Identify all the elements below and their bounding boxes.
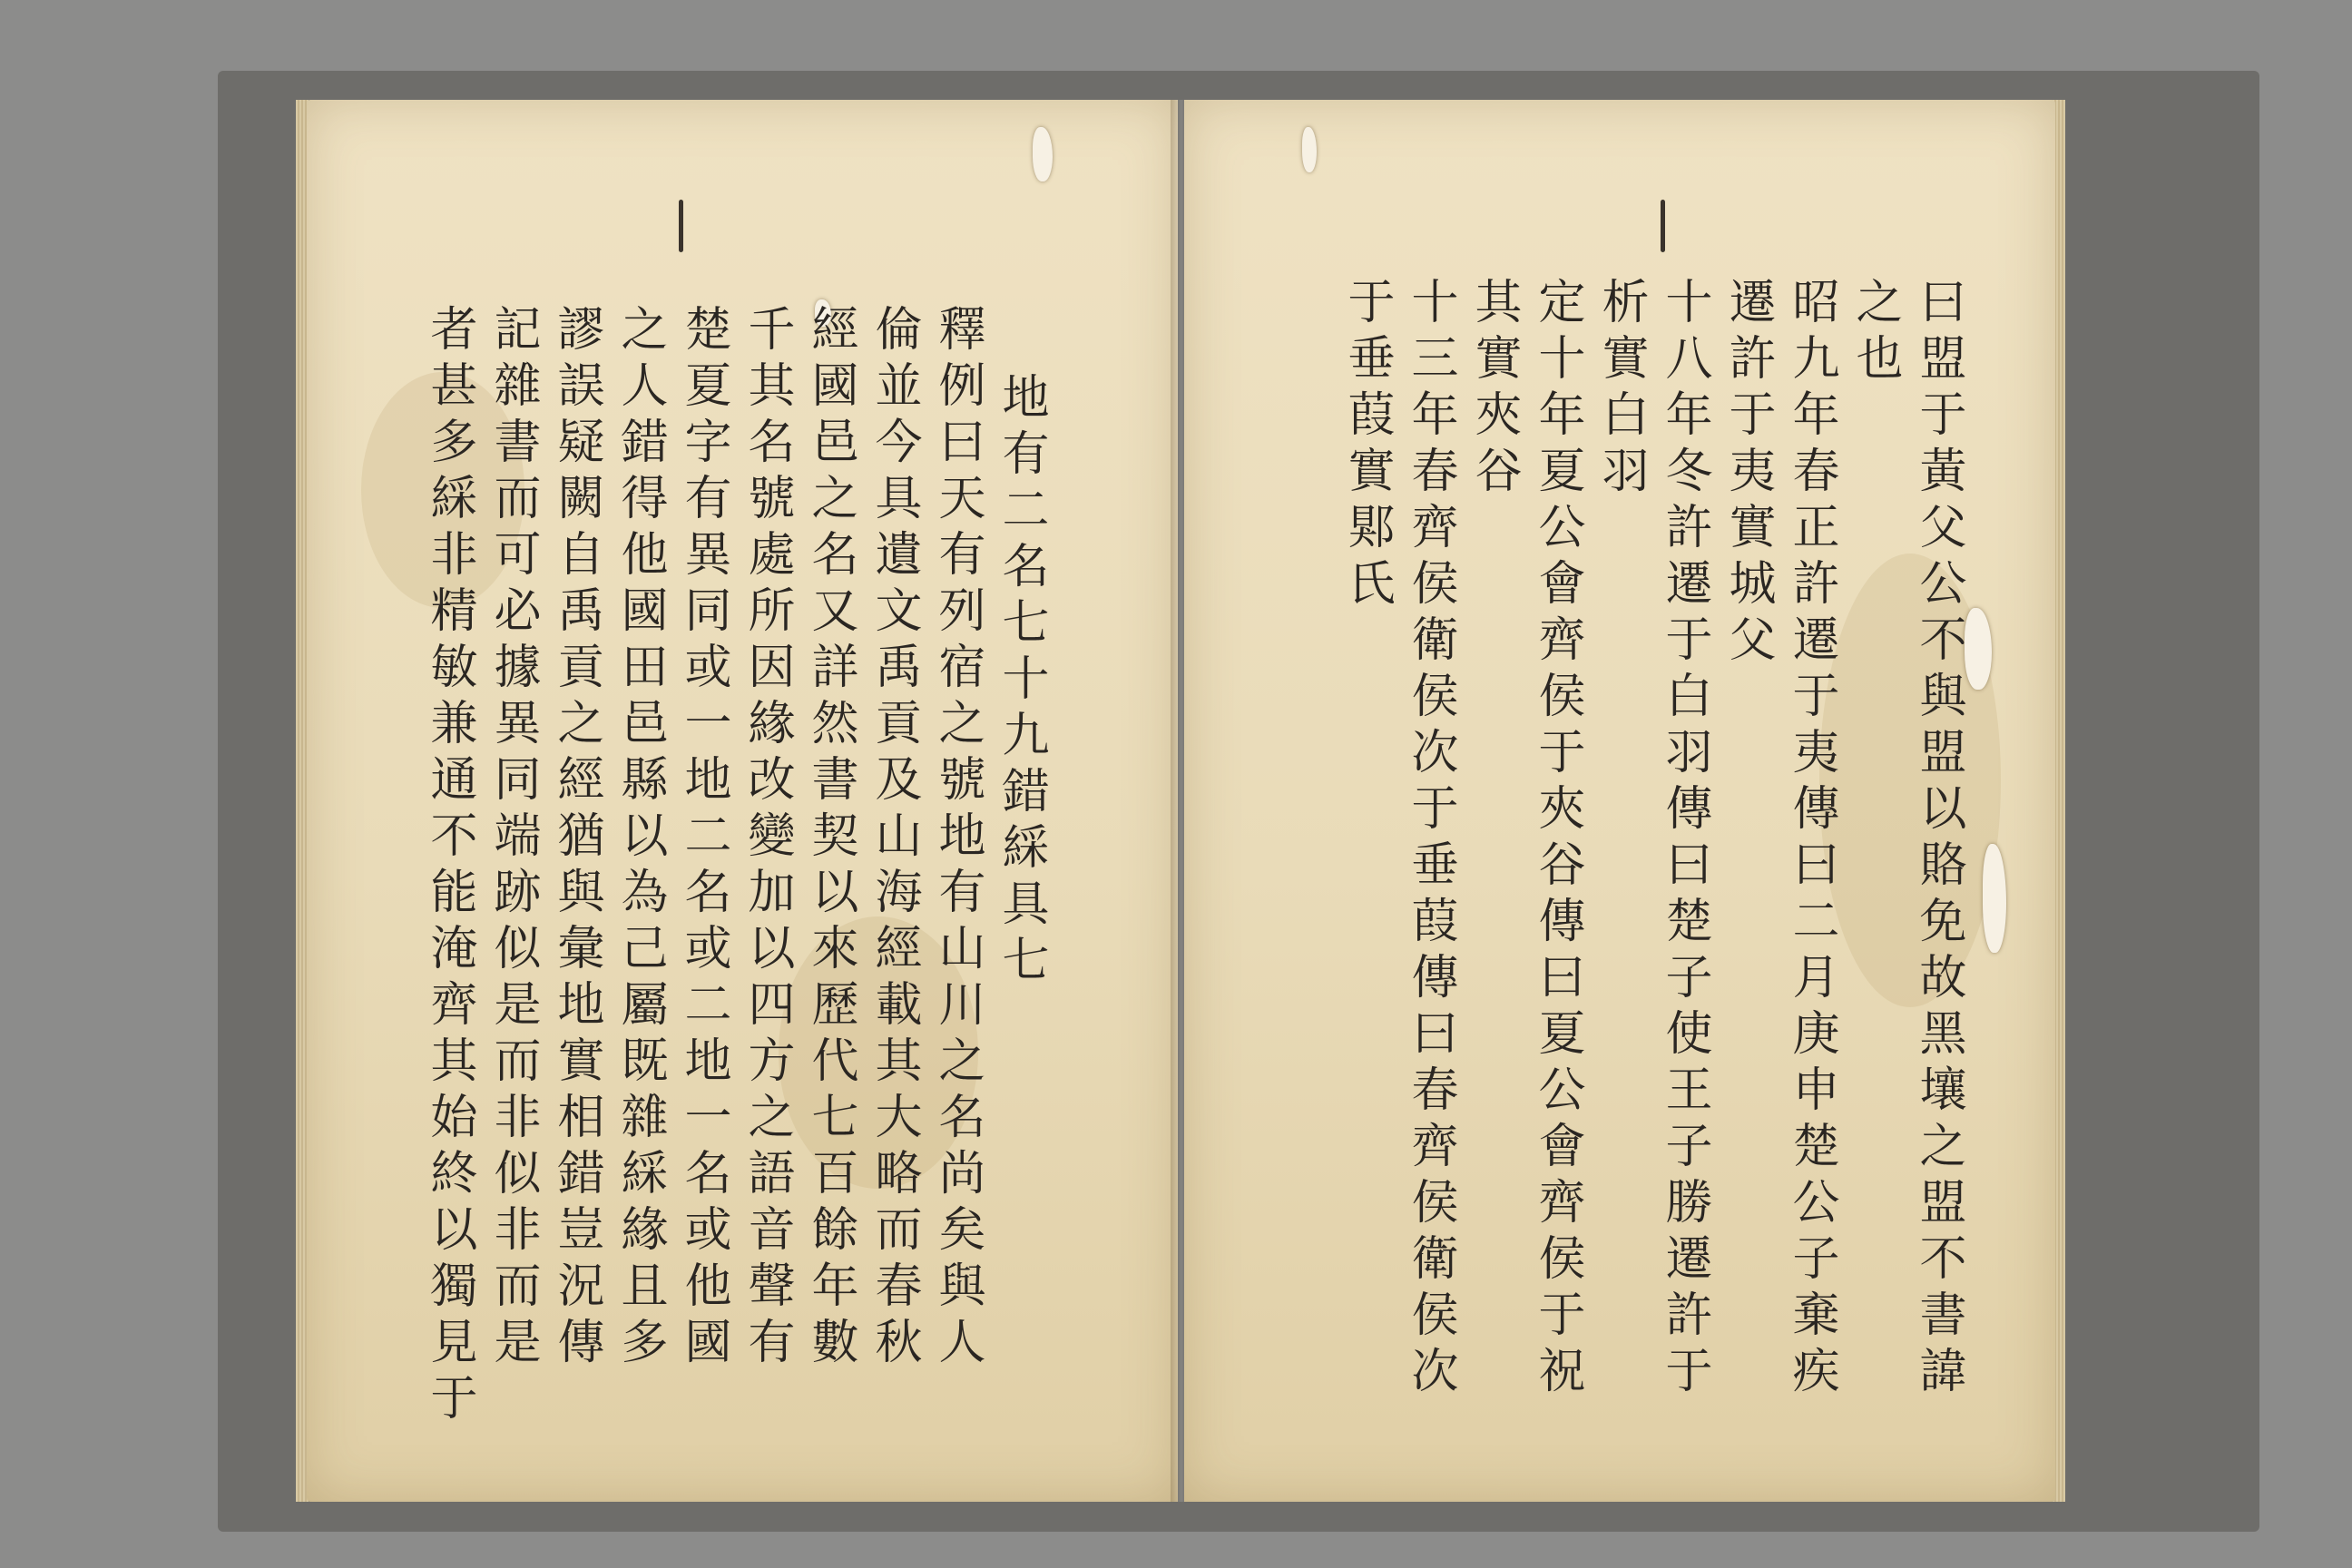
worm-damage bbox=[1033, 127, 1053, 181]
text-column: 昭九年春正許遷于夷傳曰二月庚申楚公子棄疾 bbox=[1784, 277, 1838, 1402]
text-column: 經國邑之名又詳然書契以來歷代七百餘年數 bbox=[803, 304, 858, 1373]
text-column: 者甚多綵非精敏兼通不能淹齊其始終以獨見于 bbox=[422, 304, 476, 1429]
text-column: 遷許于夷實城父 bbox=[1720, 277, 1775, 671]
column-ink-mark bbox=[1661, 200, 1665, 252]
text-column: 之也 bbox=[1847, 277, 1902, 389]
right-page bbox=[1184, 100, 2055, 1502]
text-column: 定十年夏公會齊侯于夾谷傳曰夏公會齊侯于祝 bbox=[1530, 277, 1584, 1402]
text-column: 楚夏字有異同或一地二名或二地一名或他國 bbox=[676, 304, 730, 1373]
text-column: 析實白羽 bbox=[1593, 277, 1648, 502]
worm-damage bbox=[1302, 127, 1317, 172]
worm-damage bbox=[1965, 608, 1992, 690]
text-column: 十八年冬許遷于白羽傳曰楚子使王子勝遷許于 bbox=[1657, 277, 1711, 1402]
text-column: 千其名號處所因緣改變加以四方之語音聲有 bbox=[740, 304, 794, 1373]
text-column: 之人錯得他國田邑縣以為己屬既雜綵緣且多 bbox=[612, 304, 667, 1373]
worm-damage bbox=[1983, 844, 2006, 953]
text-column: 倫並今具遺文禹貢及山海經載其大略而春秋 bbox=[867, 304, 921, 1373]
text-column: 釋例曰天有列宿之號地有山川之名尚矣與人 bbox=[930, 304, 985, 1373]
text-column: 記雜書而可必據異同端跡似是而非似非而是 bbox=[485, 304, 540, 1373]
text-column: 其實夾谷 bbox=[1466, 277, 1521, 502]
text-column: 曰盟于黃父公不與盟以賂免故黑壤之盟不書諱 bbox=[1911, 277, 1965, 1402]
text-column: 謬誤疑闕自禹貢之經猶與彙地實相錯豈況傳 bbox=[549, 304, 603, 1373]
text-column: 地有二名七十九錯綵具七 bbox=[994, 372, 1048, 991]
left-page bbox=[307, 100, 1178, 1502]
text-column: 十三年春齊侯衛侯次于垂葭傳曰春齊侯衛侯次 bbox=[1403, 277, 1457, 1402]
text-column: 于垂葭實郹氏 bbox=[1339, 277, 1394, 614]
column-ink-mark bbox=[679, 200, 683, 252]
